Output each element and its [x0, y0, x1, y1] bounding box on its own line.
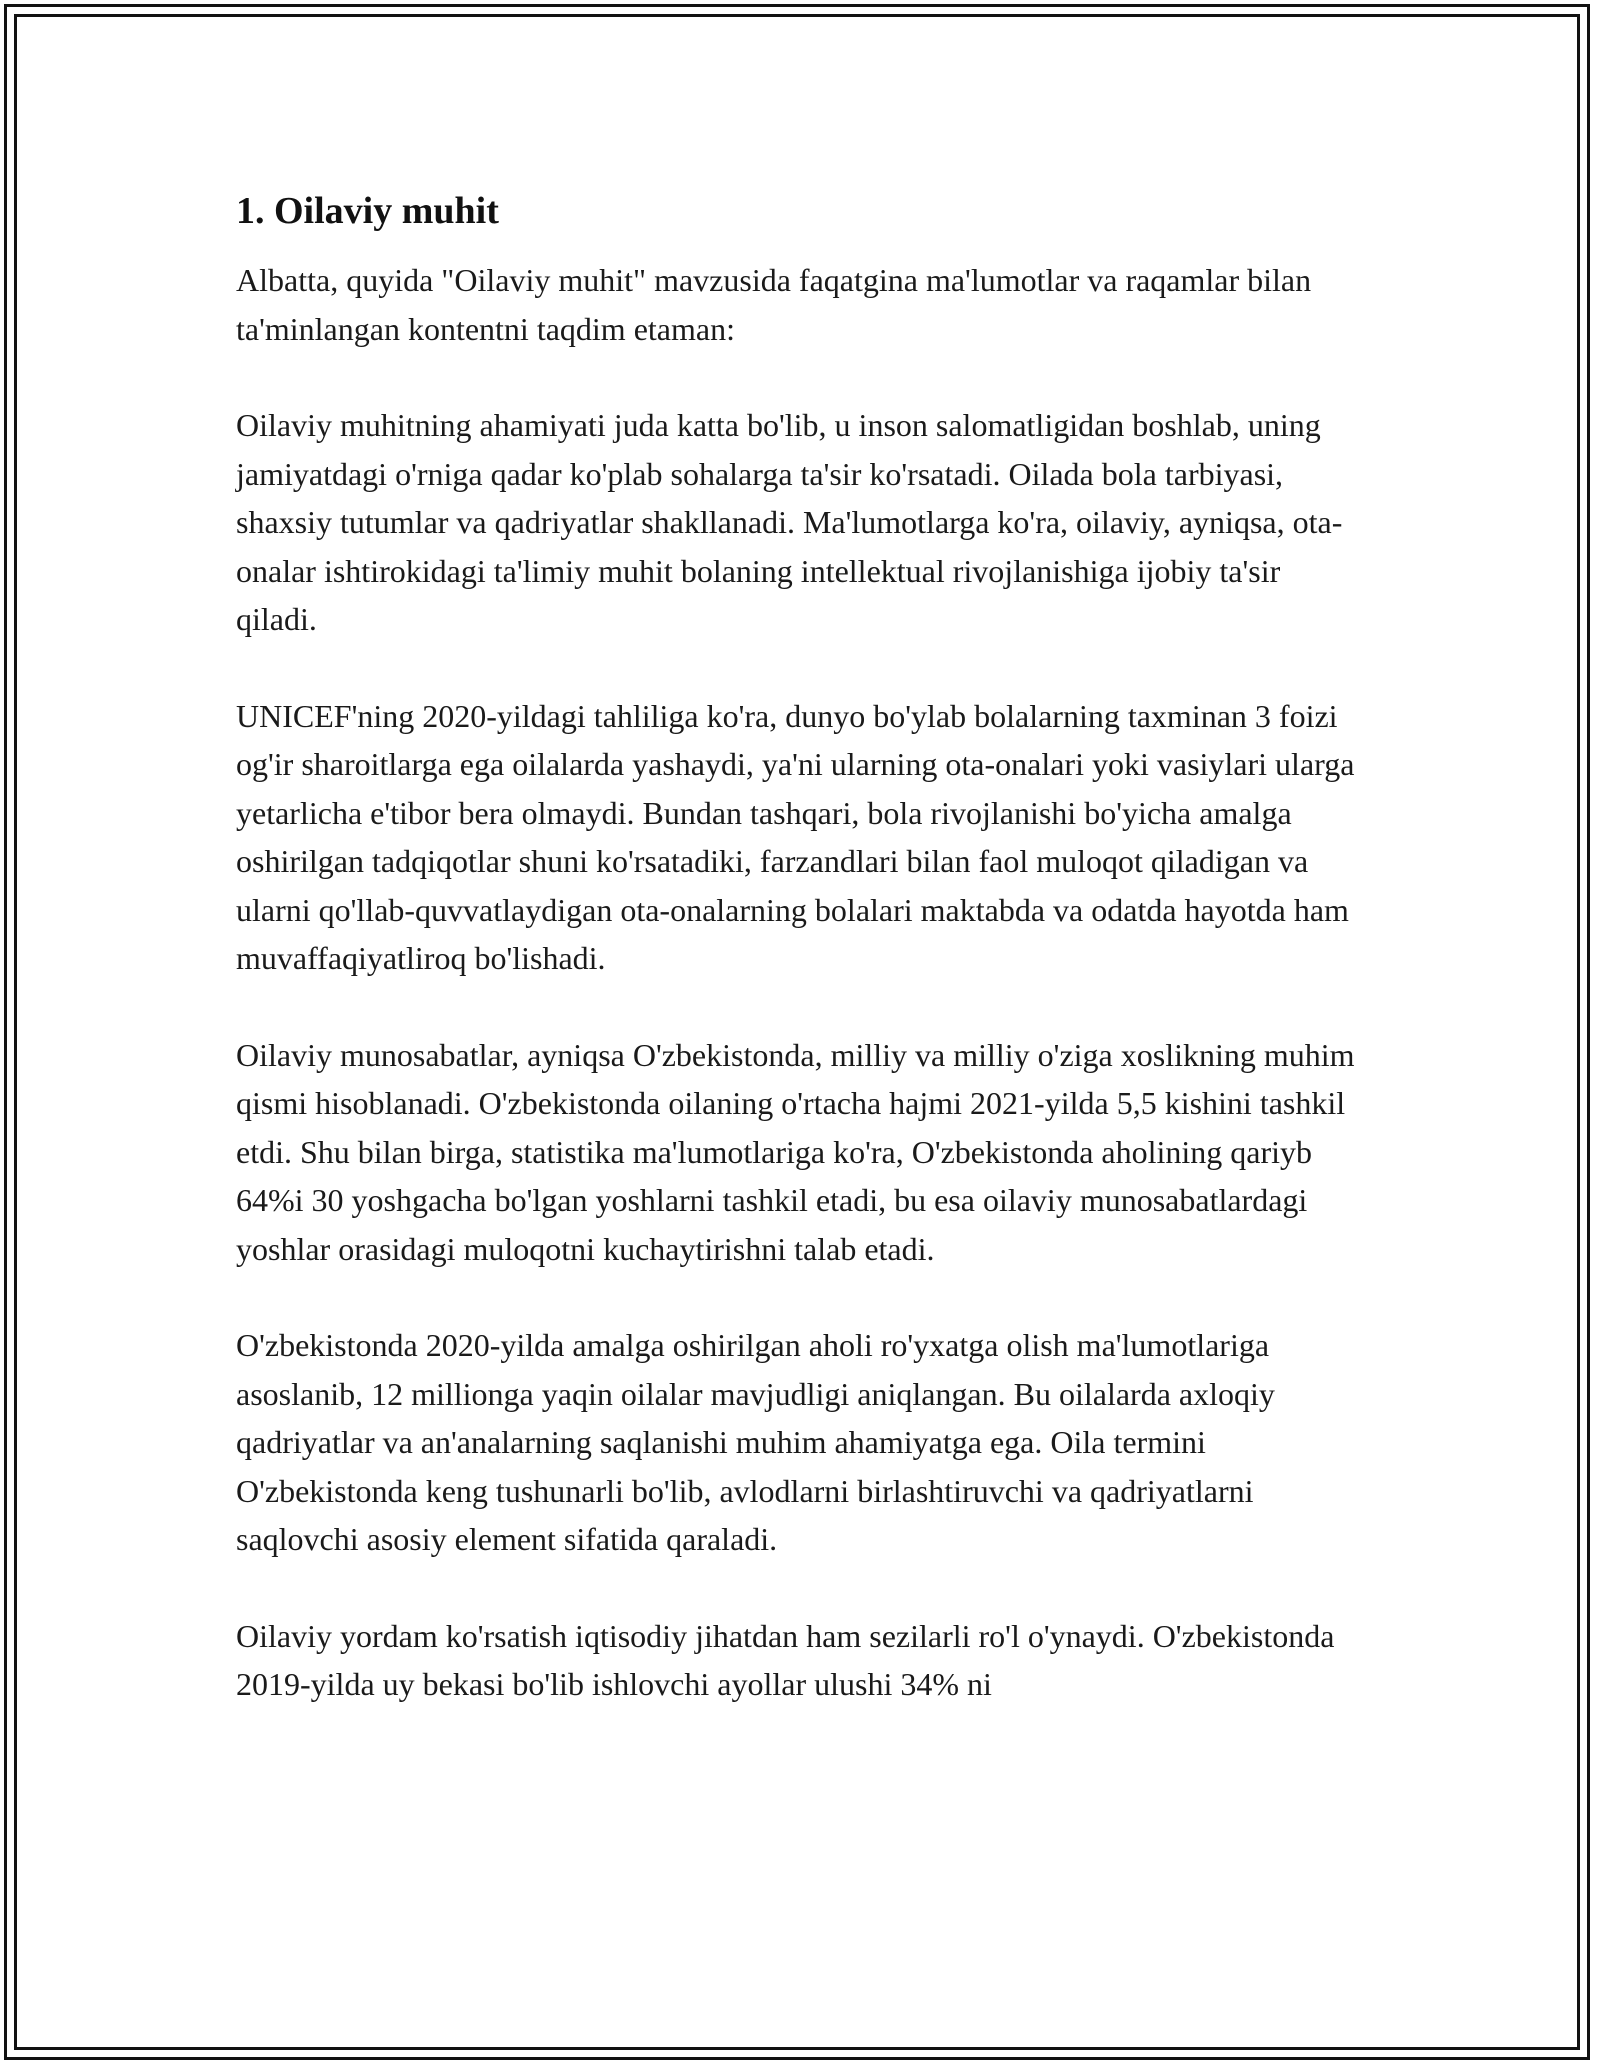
paragraph-unicef: UNICEF'ning 2020-yildagi tahliliga ko'ra, dunyo bo'ylab bolalarning taxminan 3 foizi og'ir sharoitlarga ega oilalarda yashaydi, ya'ni ularning ota-onalari yoki vasiylari ularga yetarlicha e'tibor bera olmaydi. Bundan tashqari, bola rivojlanishi bo'yicha amalga oshirilgan tadqiqotlar shuni ko'rsatadiki, farzandlari bilan faol muloqot qiladigan va ularni qo'llab-quvvatlaydigan ota-onalarning bolalari maktabda va odatda hayotda ham muvaffaqiyatliroq bo'lishadi. — [236, 697, 1355, 976]
document-body — [236, 186, 1366, 1757]
paragraph-economic-support: Oilaviy yordam ko'rsatish iqtisodiy jihatdan ham sezilarli ro'l o'ynaydi. O'zbekistonda 2019-yilda uy bekasi bo'lib ishlovchi ayollar ulushi 34% ni — [236, 1617, 1335, 1702]
paragraph-intro: Albatta, quyida "Oilaviy muhit" mavzusida faqatgina ma'lumotlar va raqamlar bilan ta'minlangan kontentni taqdim etaman: — [236, 262, 1312, 347]
paragraph-census: O'zbekistonda 2020-yilda amalga oshirilgan aholi ro'yxatga olish ma'lumotlariga asoslanib, 12 millionga yaqin oilalar mavjudligi aniqlangan. Bu oilalarda axloqiy qadriyatlar va an'analarning saqlanishi muhim ahamiyatga ega. Oila termini O'zbekistonda keng tushunarli bo'lib, avlodlarni birlashtiruvchi va qadriyatlarni saqlovchi asosiy element sifatida qaraladi. — [236, 1327, 1275, 1557]
paragraph-family-relations: Oilaviy munosabatlar, ayniqsa O'zbekistonda, milliy va milliy o'ziga xoslikning muhim qismi hisoblanadi. O'zbekistonda oilaning o'rtacha hajmi 2021-yilda 5,5 kishini tashkil etdi. Shu bilan birga, statistika ma'lumotlariga ko'ra, O'zbekistonda aholining qariyb 64%i 30 yoshgacha bo'lgan yoshlarni tashkil etadi, bu esa oilaviy munosabatlardagi yoshlar orasidagi muloqotni kuchaytirishni talab etadi. — [236, 1036, 1355, 1267]
section-heading: 1. Oilaviy muhit — [236, 190, 499, 232]
paragraph-importance: Oilaviy muhitning ahamiyati juda katta bo'lib, u inson salomatligidan boshlab, uning jamiyatdagi o'rniga qadar ko'plab sohalarga ta'sir ko'rsatadi. Oilada bola tarbiyasi, shaxsiy tutumlar va qadriyatlar shakllanadi. Ma'lumotlarga ko'ra, oilaviy, ayniqsa, ota-onalar ishtirokidagi ta'limiy muhit bolaning intellektual rivojlanishiga ijobiy ta'sir qiladi. — [236, 407, 1343, 637]
